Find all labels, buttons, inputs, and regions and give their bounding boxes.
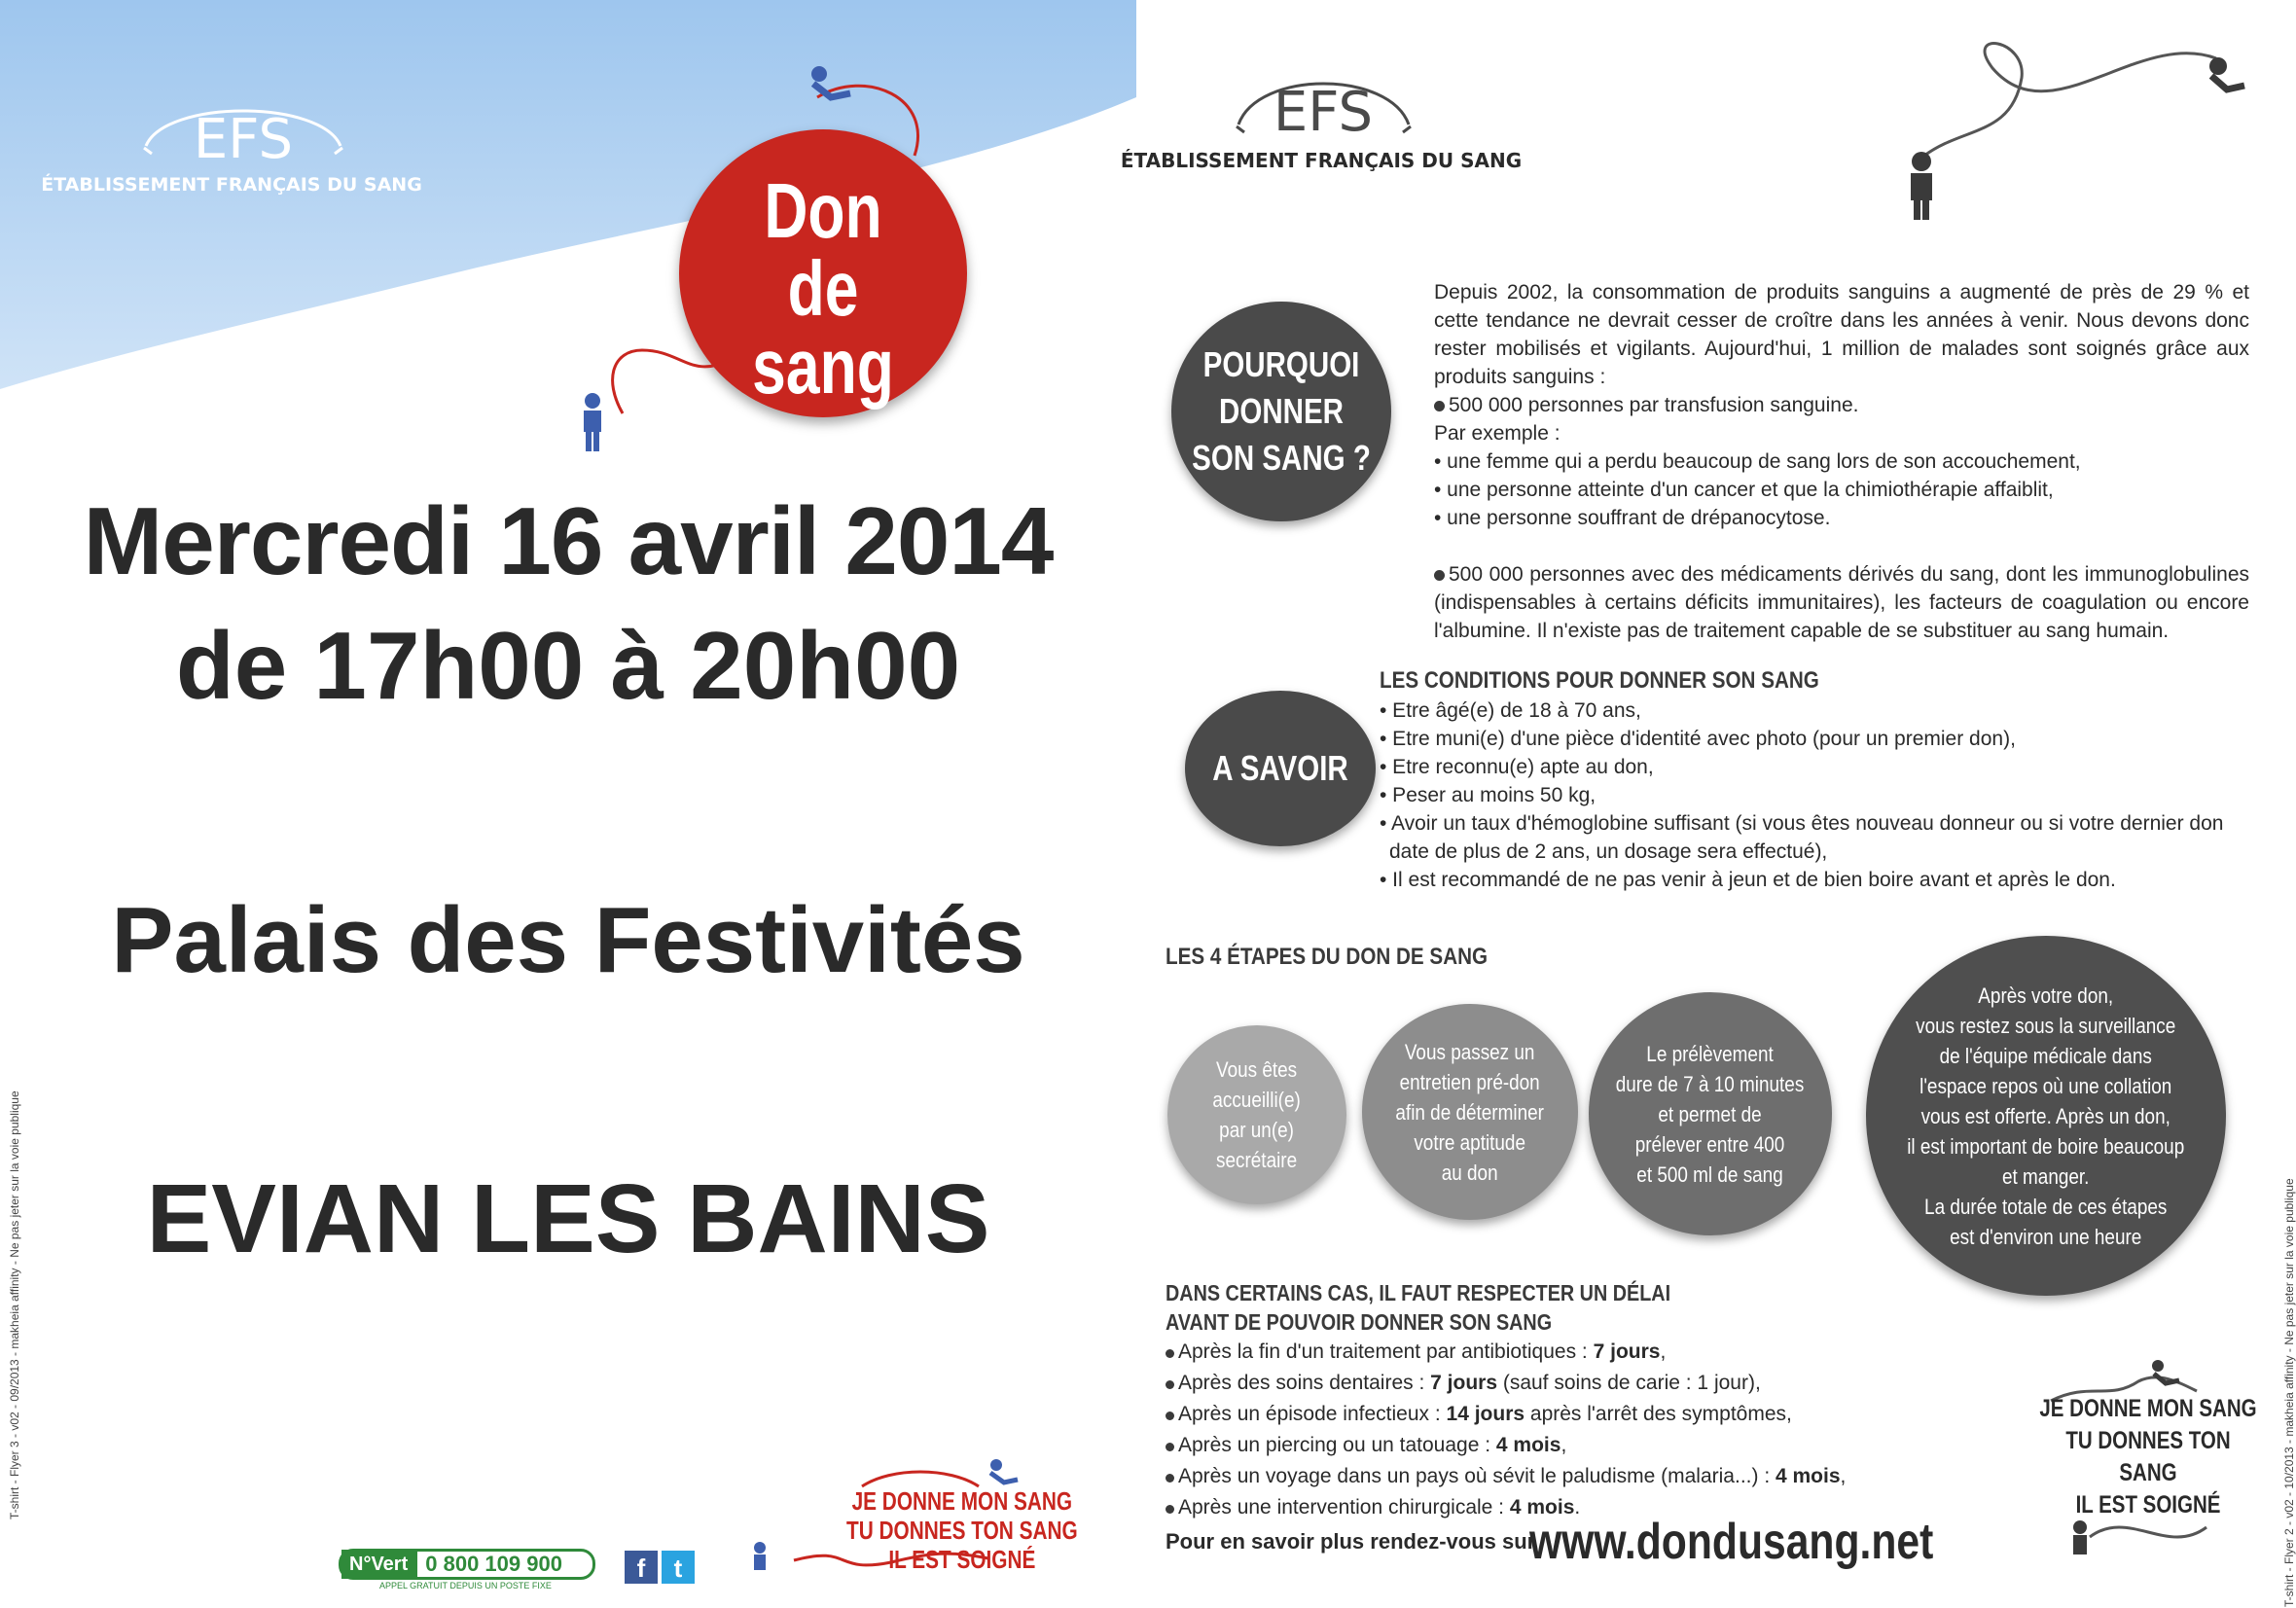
conditions-list — [1380, 697, 2255, 894]
step1-circle — [1167, 1025, 1346, 1204]
know-circle-label: A SAVOIR — [1212, 748, 1348, 788]
bullet-icon — [1434, 570, 1445, 581]
person-ribbon-icon — [545, 58, 953, 467]
bullet-icon — [1166, 1505, 1174, 1514]
steps-title: LES 4 ÉTAPES DU DON DE SANG — [1166, 944, 1489, 970]
step4-line: vous restez sous la surveillance — [1916, 1013, 2176, 1038]
twitter-icon[interactable]: t — [662, 1551, 695, 1584]
slogan — [846, 1486, 1078, 1574]
step2-line: votre aptitude — [1414, 1129, 1526, 1155]
delays-title-line2: AVANT DE POUVOIR DONNER SON SANG — [1166, 1309, 1553, 1335]
why-circle-line2: DONNER — [1219, 391, 1344, 431]
slogan-line2: TU DONNES TON SANG — [2065, 1427, 2231, 1486]
why-point1: 500 000 personnes par transfusion sanguine. — [1449, 394, 1859, 416]
step4-line: Après votre don, — [1978, 983, 2114, 1008]
why-example-item: • une personne souffrant de drépanocytose. — [1434, 507, 1831, 529]
facebook-icon[interactable]: f — [625, 1551, 658, 1584]
why-example-item: • une personne atteinte d'un cancer et que la chimiothérapie affaiblit, — [1434, 479, 2054, 501]
step4-line: l'espace repos où une collation — [1919, 1073, 2172, 1098]
condition-item: • Etre reconnu(e) apte au don, — [1380, 756, 1654, 778]
step4-line: il est important de boire beaucoup — [1907, 1133, 2185, 1159]
conditions-title: LES CONDITIONS POUR DONNER SON SANG — [1380, 667, 1819, 694]
condition-item: date de plus de 2 ans, un dosage sera effectué), — [1389, 840, 1828, 863]
event-date: Mercredi 16 avril 2014 — [83, 487, 1054, 594]
step4-line: et manger. — [2002, 1163, 2090, 1189]
print-reference: T-shirt - Flyer 3 - v02 - 09/2013 - makheia affinity - Ne pas jeter sur la voie publique — [8, 1090, 21, 1519]
badge-line2: de sang — [752, 245, 894, 410]
know-circle — [1185, 691, 1376, 846]
step4-line: vous est offerte. Après un don, — [1920, 1103, 2171, 1128]
bullet-icon — [1166, 1411, 1174, 1420]
delays-list — [1166, 1337, 1866, 1523]
step2-line: au don — [1442, 1160, 1498, 1185]
event-time: de 17h00 à 20h00 — [175, 612, 961, 719]
condition-item: • Il est recommandé de ne pas venir à jeun et de bien boire avant et après le don. — [1380, 869, 2116, 891]
why-intro: Depuis 2002, la consommation de produits sanguins a augmenté de près de 29 % et cette tendance ne devrait cesser de croître dans les années à venir. Nous devons donc rester mobilisés et vigilants. Aujourd'hui, 1 million de malades sont soignés grâce aux produits sanguins : — [1434, 281, 2249, 388]
delay-item: Après un épisode infectieux : 14 jours après l'arrêt des symptômes, — [1166, 1399, 1866, 1430]
person-ribbon-icon — [1817, 19, 2245, 224]
delay-item: Après un piercing ou un tatouage : 4 mois, — [1166, 1430, 1866, 1461]
event-city: EVIAN LES BAINS — [146, 1164, 990, 1273]
step2-circle — [1362, 1004, 1578, 1220]
more-info-label: Pour en savoir plus rendez-vous sur — [1166, 1529, 1536, 1554]
bullet-icon — [1166, 1443, 1174, 1451]
step3-line: prélever entre 400 — [1635, 1131, 1785, 1157]
step1-line: secrétaire — [1216, 1148, 1298, 1172]
step2-line: afin de déterminer — [1395, 1099, 1545, 1125]
step4-line: est d'environ une heure — [1950, 1224, 2142, 1249]
efs-logo — [39, 60, 448, 197]
step1-line: par un(e) — [1219, 1118, 1295, 1142]
hotline-label: N°Vert — [341, 1550, 417, 1579]
slogan-line3: IL EST SOIGNÉ — [888, 1545, 1036, 1574]
step3-line: Le prélèvement — [1646, 1041, 1775, 1066]
efs-logo-subtitle: ÉTABLISSEMENT FRANÇAIS DU SANG — [41, 174, 422, 196]
bullet-icon — [1166, 1474, 1174, 1483]
step3-line: et 500 ml de sang — [1636, 1161, 1784, 1187]
event-venue: Palais des Festivités — [111, 888, 1025, 992]
step1-line: accueilli(e) — [1212, 1088, 1302, 1112]
badge-line1: Don — [764, 167, 882, 254]
why-donate-text — [1434, 278, 2249, 645]
step1-line: Vous êtes — [1216, 1057, 1298, 1082]
slogan-line1: JE DONNE MON SANG — [2039, 1395, 2257, 1422]
delay-item: Après des soins dentaires : 7 jours (sauf soins de carie : 1 jour), — [1166, 1368, 1866, 1399]
why-circle-line3: SON SANG ? — [1192, 438, 1371, 478]
hotline-note: APPEL GRATUIT DEPUIS UN POSTE FIXE — [379, 1581, 552, 1590]
left-flyer-page — [0, 0, 1136, 1608]
step3-line: dure de 7 à 10 minutes — [1616, 1071, 1805, 1096]
step2-line: Vous passez un — [1405, 1039, 1535, 1064]
print-reference: T-shirt - Flyer 2 - v02 - 10/2013 - makheia affinity - Ne pas jeter sur la voie publique — [2282, 1178, 2296, 1607]
delays-title — [1166, 1278, 1670, 1337]
slogan-line3: IL EST SOIGNÉ — [2075, 1491, 2221, 1519]
condition-item: • Etre muni(e) d'une pièce d'identité avec photo (pour un premier don), — [1380, 728, 2016, 750]
step4-circle — [1866, 936, 2226, 1296]
delay-item: Après une intervention chirurgicale : 4 mois. — [1166, 1492, 1866, 1523]
why-example-label: Par exemple : — [1434, 422, 1561, 445]
efs-logo-subtitle: ÉTABLISSEMENT FRANÇAIS DU SANG — [1120, 149, 1523, 172]
hotline-number: 0 800 109 900 — [425, 1552, 562, 1576]
efs-logo — [1120, 41, 1523, 187]
bullet-icon — [1434, 401, 1445, 411]
slogan-line1: JE DONNE MON SANG — [851, 1486, 1073, 1516]
step3-line: et permet de — [1658, 1101, 1763, 1126]
hotline-badge — [339, 1549, 595, 1580]
right-flyer-page — [1120, 0, 2296, 1608]
efs-logo-letters: EFS — [1273, 81, 1374, 144]
slogan — [2036, 1393, 2260, 1521]
condition-item: • Avoir un taux d'hémoglobine suffisant (si vous êtes nouveau donneur ou si votre dernier don — [1380, 812, 2224, 835]
why-example-item: • une femme qui a perdu beaucoup de sang lors de son accouchement, — [1434, 450, 2081, 473]
efs-logo-letters: EFS — [193, 108, 294, 171]
delays-title-line1: DANS CERTAINS CAS, IL FAUT RESPECTER UN DÉLAI — [1166, 1280, 1671, 1305]
condition-item: • Peser au moins 50 kg, — [1380, 784, 1596, 806]
step2-line: entretien pré-don — [1399, 1069, 1541, 1094]
step4-line: La durée totale de ces étapes — [1924, 1194, 2168, 1219]
why-donate-circle — [1171, 302, 1391, 521]
delay-item: Après un voyage dans un pays où sévit le paludisme (malaria...) : 4 mois, — [1166, 1461, 1866, 1492]
slogan-line2: TU DONNES TON SANG — [846, 1516, 1078, 1545]
website-link[interactable]: www.dondusang.net — [1529, 1514, 1934, 1570]
condition-item: • Etre âgé(e) de 18 à 70 ans, — [1380, 699, 1641, 722]
step3-circle — [1589, 992, 1832, 1235]
bullet-icon — [1166, 1349, 1174, 1358]
bullet-icon — [1166, 1380, 1174, 1389]
why-point2: 500 000 personnes avec des médicaments dérivés du sang, dont les immunoglobulines (indispensables à certains déficits immunitaires), les facteurs de coagulation ou encore l'albumine. Il n'existe pas de traitement capable de se substituer au sang humain. — [1434, 563, 2249, 642]
why-circle-line1: POURQUOI — [1202, 344, 1360, 384]
delay-item: Après la fin d'un traitement par antibiotiques : 7 jours, — [1166, 1337, 1866, 1368]
step4-line: de l'équipe médicale dans — [1939, 1043, 2153, 1068]
